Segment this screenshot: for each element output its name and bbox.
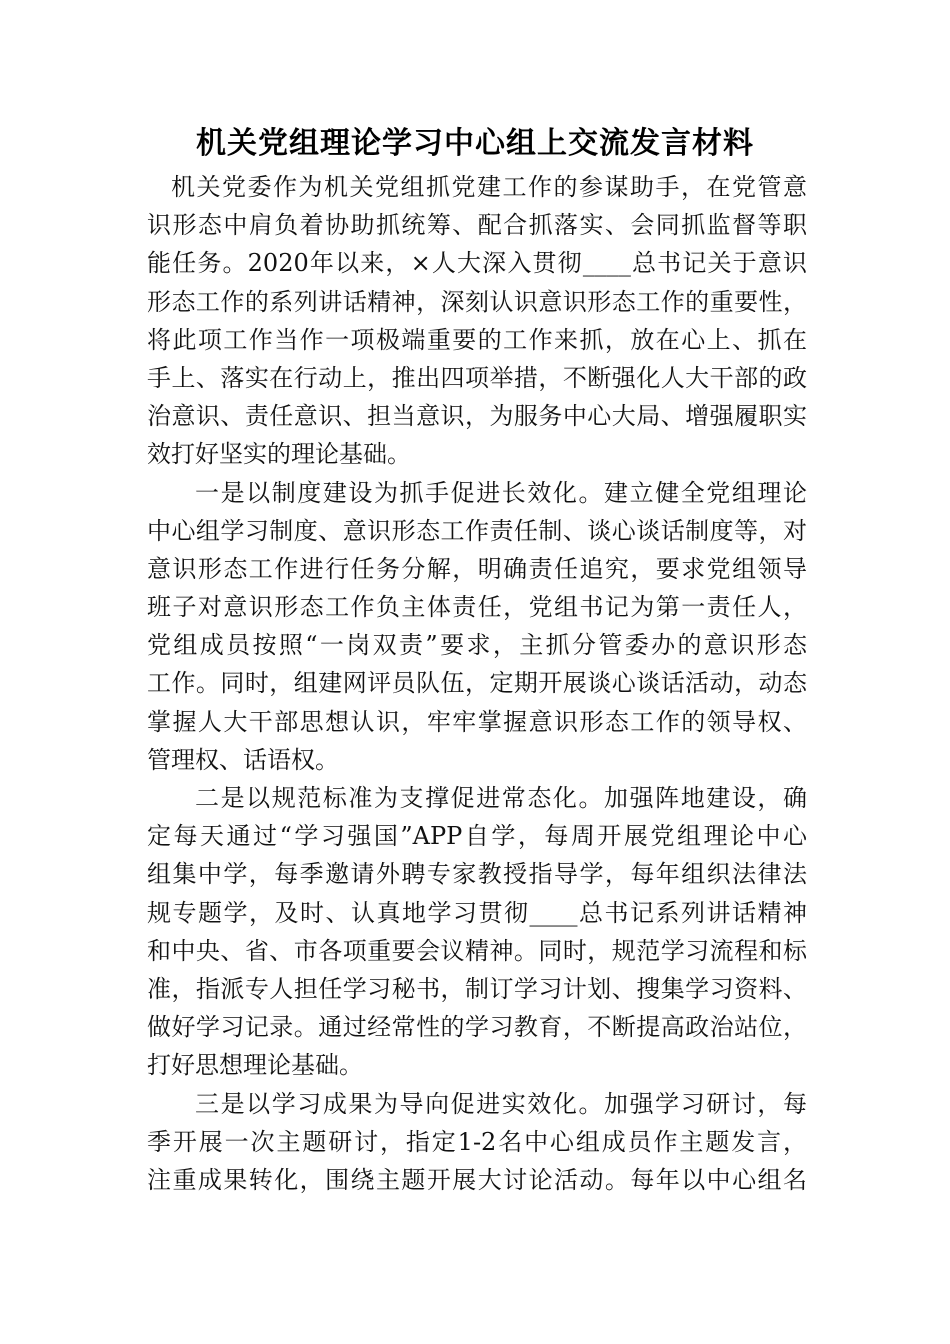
text-line: 形态工作的系列讲话精神，深刻认识意识形态工作的重要性，: [147, 287, 807, 316]
text-line: 和中央、省、市各项重要会议精神。同时，规范学习流程和标: [147, 936, 807, 965]
text-line: 中心组学习制度、意识形态工作责任制、谈心谈话制度等，对: [147, 516, 807, 545]
text-line: 准，指派专人担任学习秘书，制订学习计划、搜集学习资料、: [147, 974, 807, 1003]
text-line: 掌握人大干部思想认识，牢牢掌握意识形态工作的领导权、: [147, 707, 807, 736]
text-line: 手上、落实在行动上，推出四项举措，不断强化人大干部的政: [147, 363, 807, 392]
text-line: 意识形态工作进行任务分解，明确责任追究，要求党组领导: [147, 554, 807, 583]
text-line: 打好思想理论基础。: [147, 1051, 363, 1080]
text-line: 治意识、责任意识、担当意识，为服务中心大局、增强履职实: [147, 402, 807, 431]
text-line: 一是以制度建设为抓手促进长效化。建立健全党组理论: [195, 478, 807, 507]
document-title: 机关党组理论学习中心组上交流发言材料: [196, 126, 754, 161]
text-line: 注重成果转化，围绕主题开展大讨论活动。每年以中心组名: [147, 1165, 807, 1194]
document-body: [147, 168, 807, 1199]
text-line: 识形态中肩负着协助抓统筹、配合抓落实、会同抓监督等职: [147, 211, 807, 240]
text-line: 做好学习记录。通过经常性的学习教育，不断提高政治站位，: [147, 1013, 807, 1042]
text-line: 管理权、话语权。: [147, 745, 339, 774]
text-line: 机关党委作为机关党组抓党建工作的参谋助手，在党管意: [171, 173, 807, 201]
text-line: 定每天通过“学习强国”APP自学，每周开展党组理论中心: [147, 822, 807, 851]
paragraph-institution: [147, 474, 807, 780]
paragraph-intro: [147, 168, 807, 474]
text-line: 将此项工作当作一项极端重要的工作来抓，放在心上、抓在: [147, 325, 807, 354]
text-line: 党组成员按照“一岗双责”要求，主抓分管委办的意识形态: [147, 631, 807, 660]
paragraph-standards: [147, 779, 807, 1085]
text-line: 组集中学，每季邀请外聘专家教授指导学，每年组织法律法: [147, 860, 807, 889]
text-line: 规专题学，及时、认真地学习贯彻____总书记系列讲话精神: [147, 898, 807, 927]
text-line: 二是以规范标准为支撑促进常态化。加强阵地建设，确: [195, 784, 807, 812]
text-line: 效打好坚实的理论基础。: [147, 440, 411, 469]
text-line: 能任务。2020年以来，×人大深入贯彻____总书记关于意识: [147, 249, 807, 278]
paragraph-results: [147, 1085, 807, 1200]
text-line: 工作。同时，组建网评员队伍，定期开展谈心谈话活动，动态: [147, 669, 807, 698]
text-line: 班子对意识形态工作负主体责任，党组书记为第一责任人，: [147, 593, 807, 622]
text-line: 三是以学习成果为导向促进实效化。加强学习研讨，每: [195, 1089, 807, 1118]
text-line: 季开展一次主题研讨，指定1-2名中心组成员作主题发言，: [147, 1127, 807, 1156]
